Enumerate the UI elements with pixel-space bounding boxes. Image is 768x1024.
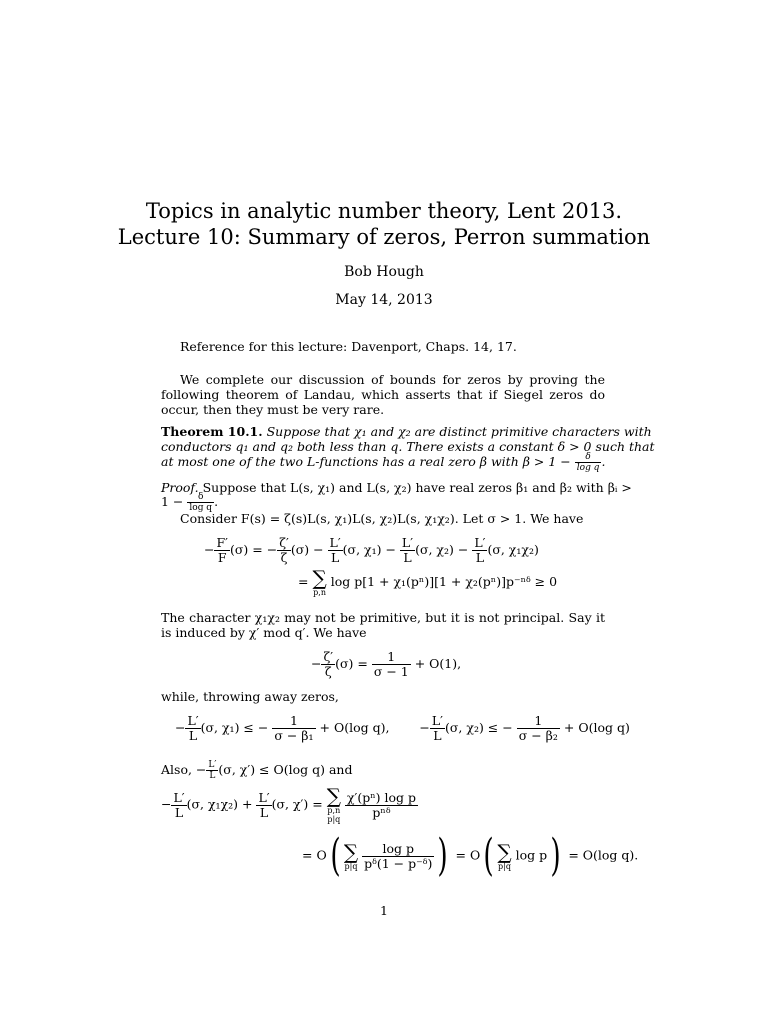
equation-zeta-pole: − $\frac{\zeta'}{\zeta}$ (σ) = $\frac{1}{\sigma - 1}$ + O(1), (311, 649, 462, 679)
theorem-text-3: at most one of the two L-functions has a real zero β with β > 1 − (161, 454, 571, 469)
theorem-line-3: at most one of the two L-functions has a real zero β with β > 1 − $\frac{\delta}{\text{log q}}$ . (161, 452, 606, 473)
delta-over-logq-2: $\frac{\delta}{\text{log q}}$ (189, 492, 213, 513)
date: May 14, 2013 (335, 292, 433, 308)
character-paragraph: The character χ₁χ₂ may not be primitive, but it is not principal. Say it is induced by χ′ mod q′. We have (161, 610, 605, 640)
reference-line: Reference for this lecture: Davenport, Chaps. 14, 17. (180, 339, 517, 354)
delta-over-logq: $\frac{\delta}{\text{log q}}$ (576, 452, 600, 473)
equation-imprimitive-difference: − $\frac{L'}{L}$ (σ, χ₁χ₂) + $\frac{L'}{L}$ (σ, χ′) = ∑ p,n p|q $\frac{\text{χ′(pⁿ) log p}}{\text{pⁿᵟ}}$ (161, 784, 417, 824)
intro-paragraph: We complete our discussion of bounds for zeros by proving the following theorem of Landau, which asserts that if Siegel zeros do occur, then they must be very rare. (161, 372, 605, 417)
consider-line: Consider F(s) = ζ(s)L(s, χ₁)L(s, χ₂)L(s, χ₁χ₂). Let σ > 1. We have (180, 511, 584, 526)
theorem-line-1 (161, 424, 652, 439)
proof-line-2: 1 − $\frac{\delta}{\text{log q}}$ . (161, 492, 219, 513)
theorem-label: Theorem 10.1. (161, 424, 263, 439)
theorem-line-2: conductors q₁ and q₂ both less than q. There exists a constant δ > 0 such that (161, 439, 655, 454)
equation-big-o-bound: = O( ∑ p|q $\frac{\text{log p}}{\text{pᵟ(1 − p⁻ᵟ)}}$ ) = O( ∑ p|q log p) = O(log q). (302, 830, 639, 881)
proof-text-2: 1 − (161, 494, 184, 509)
page-number: 1 (380, 903, 388, 918)
title-line-2: Lecture 10: Summary of zeros, Perron summation (117, 225, 651, 249)
equation-dirichlet-sum: = ∑ p,n log p[1 + χ₁(pⁿ)][1 + χ₂(pⁿ)]p⁻ⁿᵟ ≥ 0 (298, 566, 558, 597)
also-line: Also, − $\frac{L'}{L}$ (σ, χ′) ≤ O(log q) and (161, 760, 353, 781)
equation-zero-bounds: − $\frac{L'}{L}$ (σ, χ₁) ≤ − $\frac{1}{\text{σ − β₁}}$ + O(log q), − $\frac{L'}{L}$ (σ, χ₂) ≤ − $\frac{1}{\text{σ − β₂}}$ + O(log q) (175, 713, 630, 743)
proof-label: Proof. (161, 480, 199, 495)
title-line-1: Topics in analytic number theory, Lent 2013. (145, 199, 623, 223)
author: Bob Hough (344, 264, 424, 280)
proof-line-1 (161, 480, 632, 495)
while-line: while, throwing away zeros, (161, 689, 339, 704)
theorem-text-1: Suppose that χ₁ and χ₂ are distinct primitive characters with (266, 424, 652, 439)
equation-log-derivative: − $\frac{F'}{F}$ (σ) = − $\frac{\zeta'}{\zeta}$ (σ) − $\frac{L'}{L}$ (σ, χ₁) − $\frac{L'}{L}$ (σ, χ₂) − $\frac{L'}{L}$ (σ, χ₁χ₂) (204, 535, 539, 565)
proof-text-1: Suppose that L(s, χ₁) and L(s, χ₂) have real zeros β₁ and β₂ with βᵢ > (202, 480, 632, 495)
